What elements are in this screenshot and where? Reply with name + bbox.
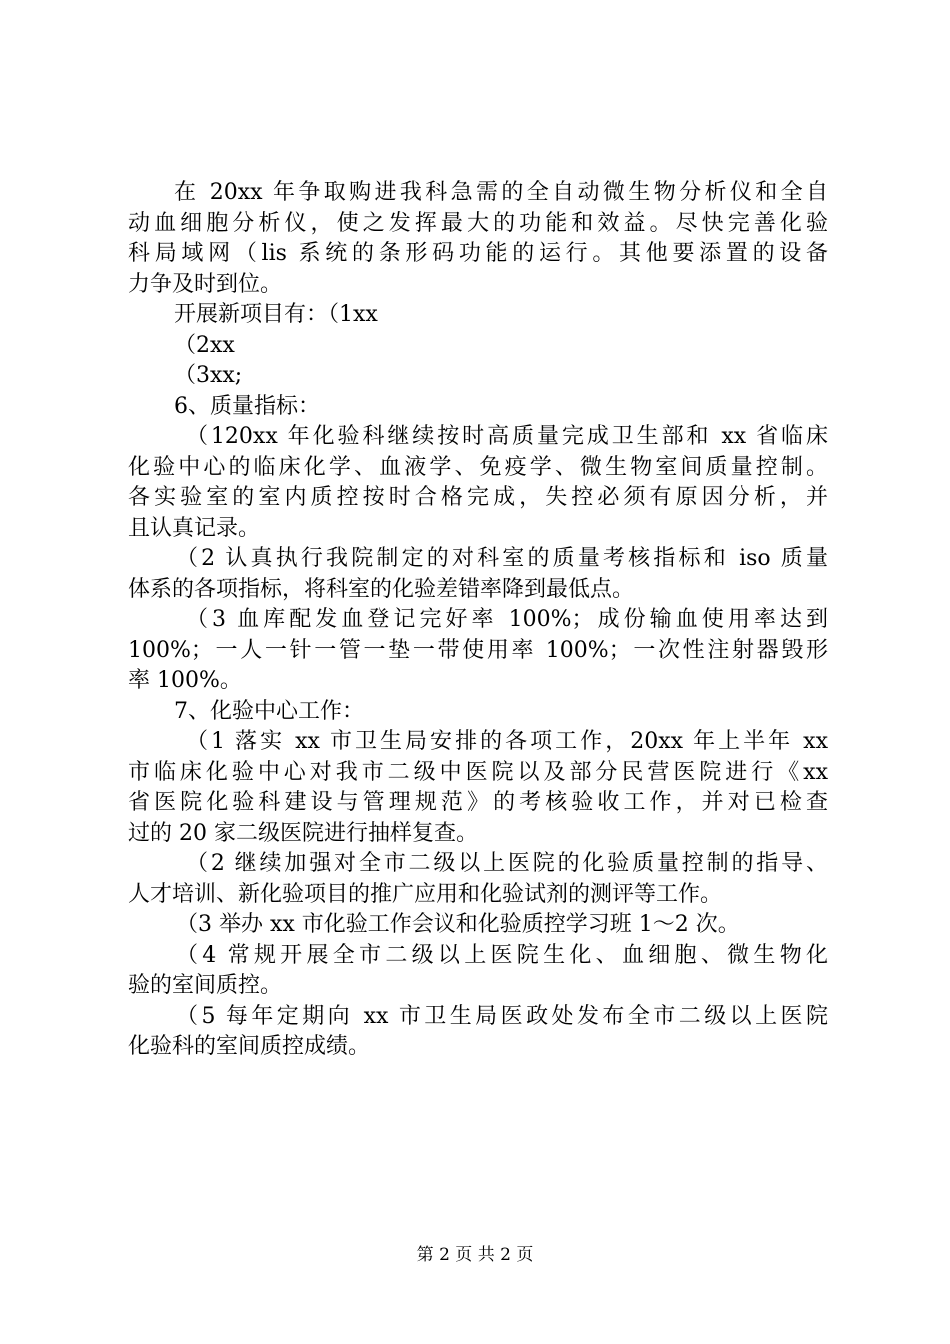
paragraph-line: 验的室间质控。 <box>128 973 283 998</box>
paragraph-line: 在 20xx 年争取购进我科急需的全自动微生物分析仪和全自 <box>174 180 828 205</box>
paragraph-line: 化验科的室间质控成绩。 <box>128 1034 371 1059</box>
section-heading: 6、质量指标： <box>174 393 320 419</box>
paragraph-line: （5 每年定期向 xx 市卫生局医政处发布全市二级以上医院 <box>176 1003 828 1029</box>
paragraph-line: 各实验室的室内质控按时合格完成，失控必须有原因分析，并 <box>128 485 828 510</box>
paragraph-line: （3 血库配发血登记完好率 100%；成份输血使用率达到 <box>186 607 828 632</box>
section-heading: 7、化验中心工作： <box>174 698 364 724</box>
paragraph-line: 体系的各项指标，将科室的化验差错率降到最低点。 <box>128 576 635 602</box>
paragraph-line: 且认真记录。 <box>128 515 261 541</box>
paragraph-line: （2xx <box>174 332 235 358</box>
paragraph-line: 100%；一人一针一管一垫一带使用率 100%；一次性注射器毁形 <box>128 637 828 663</box>
paragraph-line: 科局域网（lis 系统的条形码功能的运行。其他要添置的设备 <box>128 241 828 266</box>
paragraph-line: 人才培训、新化验项目的推广应用和化验试剂的测评等工作。 <box>128 881 723 907</box>
paragraph-line: 开展新项目有：（1xx <box>174 302 378 327</box>
paragraph-line: （120xx 年化验科继续按时高质量完成卫生部和 xx 省临床 <box>186 424 828 449</box>
paragraph-line: 力争及时到位。 <box>128 271 283 297</box>
paragraph-line: （3 举办 xx 市化验工作会议和化验质控学习班 1～2 次。 <box>176 912 740 937</box>
paragraph-line: （2 认真执行我院制定的对科室的质量考核指标和 iso 质量 <box>176 546 828 571</box>
paragraph-line: 省医院化验科建设与管理规范》的考核验收工作，并对已检查 <box>128 790 828 815</box>
paragraph-line: 动血细胞分析仪，使之发挥最大的功能和效益。尽快完善化验 <box>128 210 828 236</box>
document-body <box>128 178 828 1063</box>
page-number-footer: 第 2 页 共 2 页 <box>416 1245 534 1265</box>
paragraph-line: （1 落实 xx 市卫生局安排的各项工作，20xx 年上半年 xx <box>186 729 828 754</box>
paragraph-line: 过的 20 家二级医院进行抽样复查。 <box>128 820 478 846</box>
paragraph-line: 市临床化验中心对我市二级中医院以及部分民营医院进行《xx <box>128 759 828 785</box>
paragraph-line: 化验中心的临床化学、血液学、免疫学、微生物室间质量控制。 <box>128 454 828 480</box>
paragraph-line: 率 100%。 <box>128 668 242 693</box>
paragraph-line: （3xx; <box>174 363 243 388</box>
paragraph-line: （2 继续加强对全市二级以上医院的化验质量控制的指导、 <box>186 851 828 876</box>
paragraph-line: （4 常规开展全市二级以上医院生化、血细胞、微生物化 <box>176 942 828 968</box>
